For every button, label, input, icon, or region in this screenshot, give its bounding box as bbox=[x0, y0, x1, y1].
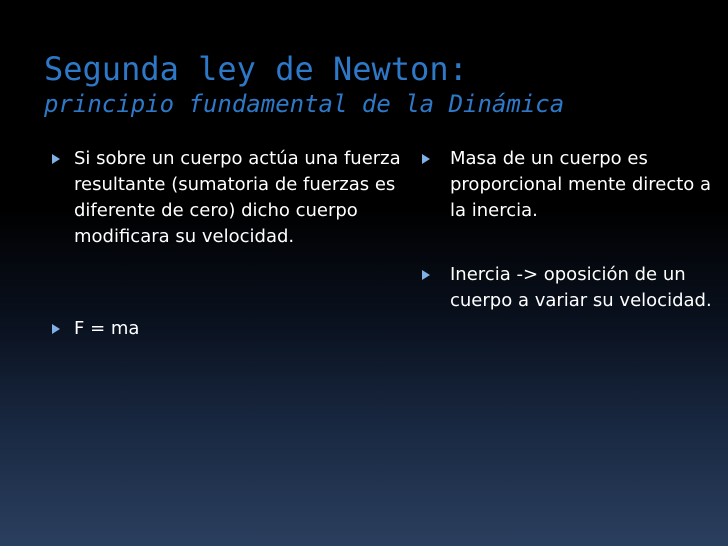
slide-title bbox=[44, 50, 714, 120]
title-main: Segunda ley de Newton: bbox=[44, 50, 468, 88]
list-item bbox=[40, 316, 412, 342]
title-subtitle: principio fundamental de la Dinámica bbox=[44, 90, 565, 118]
right-column bbox=[416, 146, 716, 314]
bullet-text: Inercia -> oposición de un cuerpo a variar su velocidad. bbox=[450, 264, 712, 311]
triangle-bullet-icon bbox=[52, 324, 60, 334]
triangle-bullet-icon bbox=[422, 270, 430, 280]
bullet-text: F = ma bbox=[74, 318, 140, 339]
triangle-bullet-icon bbox=[422, 154, 430, 164]
left-column bbox=[40, 146, 412, 342]
triangle-bullet-icon bbox=[52, 154, 60, 164]
bullet-text: Masa de un cuerpo es proporcional mente directo a la inercia. bbox=[450, 148, 712, 221]
bullet-text: Si sobre un cuerpo actúa una fuerza resultante (sumatoria de fuerzas es diferente de cero) dicho cuerpo modificara su velocidad. bbox=[74, 148, 401, 247]
list-item bbox=[40, 146, 412, 250]
list-item bbox=[416, 262, 716, 314]
list-item bbox=[416, 146, 716, 224]
